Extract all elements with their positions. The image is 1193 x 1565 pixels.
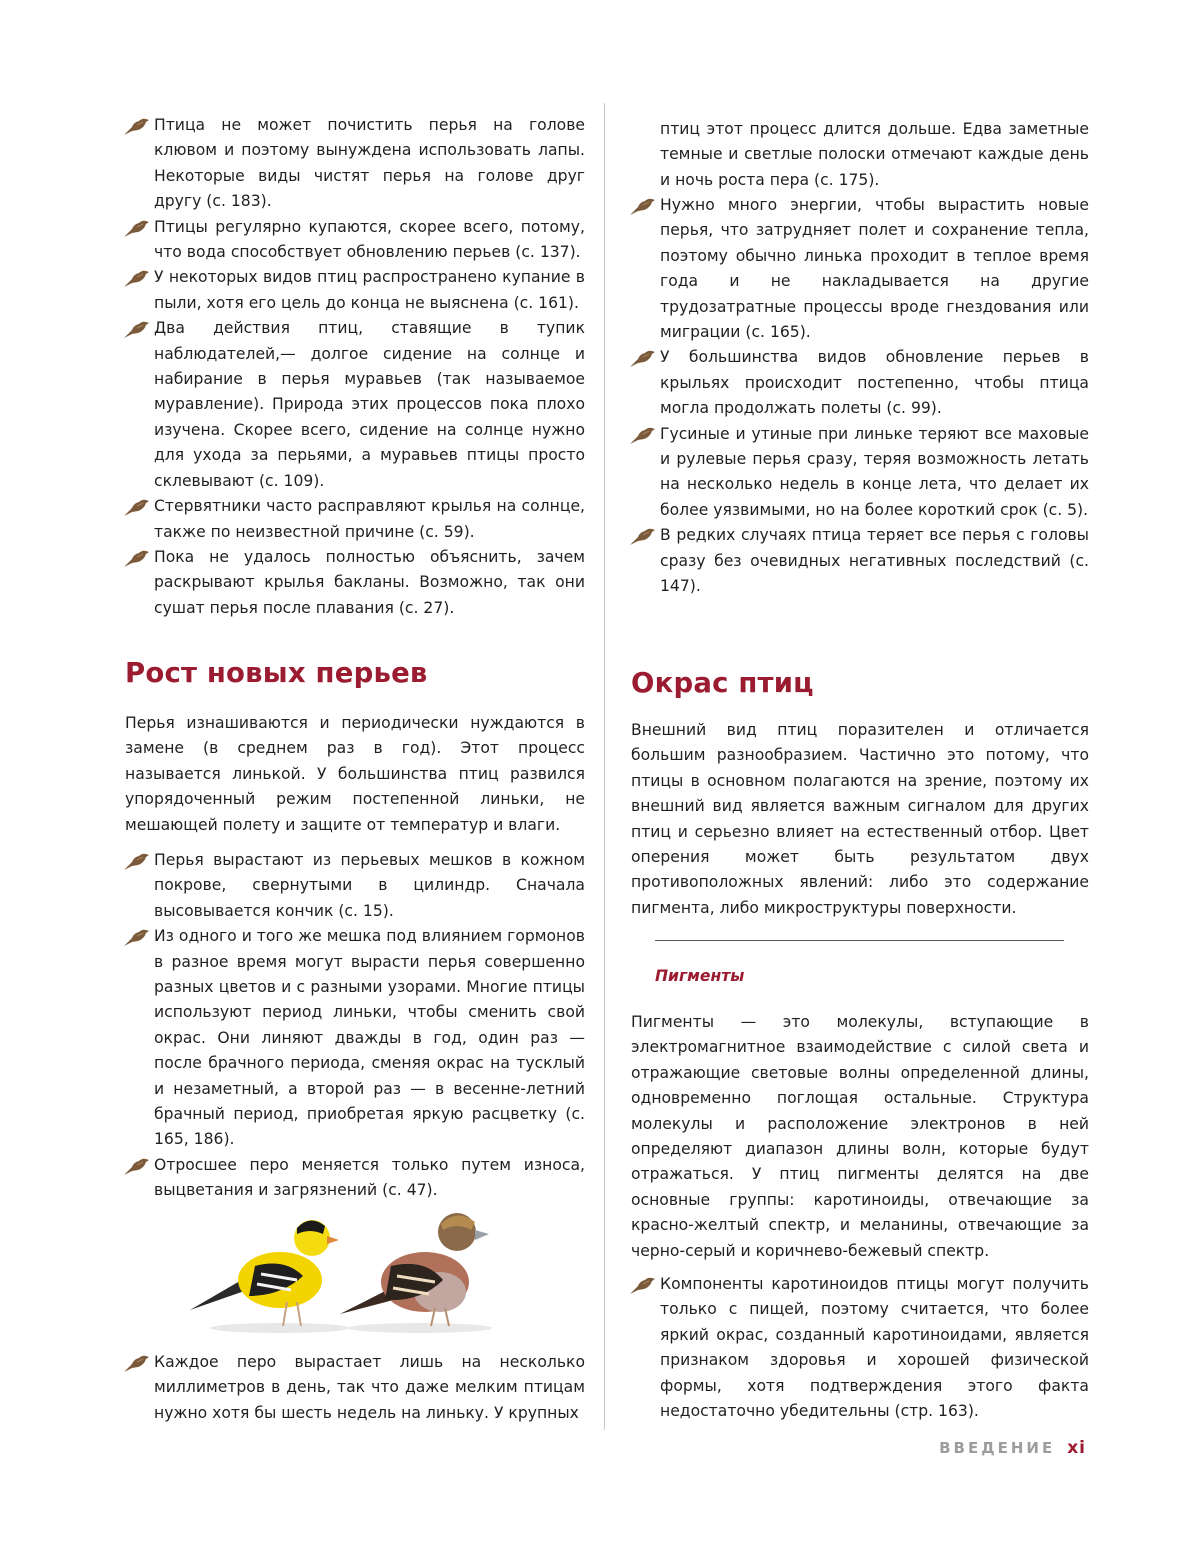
bird-silhouette-icon	[629, 425, 656, 445]
finch-illustrations	[185, 1200, 505, 1340]
bullet-text: Из одного и того же мешка под влиянием гормонов в разное время могут вырасти перья совершенно разных цветов и с разными узорами. Многие птицы используют период линьки, чтобы сменить свой окрас. Они линяют дважды в год, один раз — после брачного периода, сменяя окрас на тусклый и незаметный, а второй раз — в весенне-летний брачный период, приобретая яркую расцветку (с. 165, 186).	[154, 927, 585, 1149]
bird-silhouette-icon	[629, 526, 656, 546]
bullet-text: У большинства видов обновление перьев в крыльях происходит постепенно, чтобы птица могла продолжать полеты (с. 99).	[660, 348, 1089, 418]
page-number: xi	[1067, 1438, 1086, 1458]
right-bullets-bottom	[631, 1272, 1089, 1424]
bullet-item	[125, 545, 585, 621]
left-bullets-top	[125, 113, 585, 621]
bullet-item	[125, 494, 585, 545]
bullet-text: У некоторых видов птиц распространено купание в пыли, хотя его цель до конца не выяснена (с. 161).	[154, 268, 585, 312]
bullet-item	[125, 1350, 585, 1426]
bullet-text: Пока не удалось полностью объяснить, зачем раскрывают крылья бакланы. Возможно, так они сушат перья после плавания (с. 27).	[154, 547, 585, 617]
pigments-paragraph: Пигменты — это молекулы, вступающие в электромагнитное взаимодействие с силой света и отражающие световые волны определенной длины, одновременно поглощая остальные. Структура молекулы и расположение электронов в ней определяют диапазон длины волн, которые будут отражаться. У птиц пигменты делятся на две основные группы: каротиноиды, отвечающие за красно-желтый спектр, и меланины, отвечающие за черно-серый и коричнево-бежевый спектр.	[631, 1013, 1089, 1260]
bullet-item	[125, 924, 585, 1153]
bird-silhouette-icon	[629, 348, 656, 368]
bullet-text: Отросшее перо меняется только путем износа, выцветания и загрязнений (с. 47).	[154, 1155, 585, 1200]
bird-silhouette-icon	[123, 927, 150, 947]
subsection-rule	[655, 940, 1064, 941]
section-heading-feather-growth: Рост новых перьев	[125, 657, 428, 689]
bullet-text: Гусиные и утиные при линьке теряют все маховые и рулевые перья сразу, теряя возможность летать на несколько недель в конце лета, что делает их более уязвимыми, но на более короткий срок (с. 5).	[660, 424, 1089, 519]
bird-silhouette-icon	[123, 319, 150, 339]
bullet-text: В редких случаях птица теряет все перья с головы сразу без очевидных негативных последствий (с. 147).	[660, 526, 1089, 596]
bullet-item	[125, 848, 585, 924]
subheading-pigments: Пигменты	[655, 967, 745, 985]
bullet-item	[125, 1153, 585, 1204]
bird-silhouette-icon	[123, 116, 150, 136]
bullet-item	[631, 345, 1089, 421]
left-bullets-bottom	[125, 1350, 585, 1426]
bullet-text: Компоненты каротиноидов птицы могут получить только с пищей, поэтому считается, что более яркий окрас, созданный каротиноидами, является признаком здоровья и хорошей физической формы, хотя подтверждения этого факта недостаточно убедительны (стр. 163).	[660, 1275, 1089, 1421]
bullet-text: Птица не может почистить перья на голове клювом и поэтому вынуждена использовать лапы. Некоторые виды чистят перья на голове друг другу (с. 183).	[154, 116, 585, 211]
left-bullets-mid	[125, 848, 585, 1204]
bullet-item	[631, 193, 1089, 345]
intro-paragraph-molt: Перья изнашиваются и периодически нуждаются в замене (в среднем раз в год). Этот процесс называется линькой. У большинства птиц развился упорядоченный режим постепенной линьки, не мешающей полету и защите от температур и влаги.	[125, 714, 585, 834]
bullet-item	[631, 1272, 1089, 1424]
bird-silhouette-icon	[123, 1353, 150, 1373]
bird-silhouette-icon	[629, 1275, 656, 1295]
brown-finch-illustration	[340, 1213, 492, 1333]
bird-silhouette-icon	[629, 196, 656, 216]
bullet-item	[125, 265, 585, 316]
bullet-item	[125, 215, 585, 266]
bird-silhouette-icon	[123, 851, 150, 871]
bullet-text: Два действия птиц, ставящие в тупик наблюдателей,— долгое сидение на солнце и набирание в перья муравьев (так называемое муравление). Природа этих процессов пока плохо изучена. Скорее всего, сидение на солнце нужно для ухода за перьями, а муравьев птицы просто склевывают (с. 109).	[154, 319, 585, 490]
goldfinch-illustration	[190, 1220, 350, 1333]
footer-section-title: ВВЕДЕНИЕ	[939, 1439, 1056, 1457]
intro-paragraph-coloring: Внешний вид птиц поразителен и отличается большим разнообразием. Частично это потому, что птицы в основном полагаются на зрение, поэтому их внешний вид является важным сигналом для других птиц и серьезно влияет на естественный отбор. Цвет оперения может быть результатом двух противоположных явлений: либо это содержание пигмента, либо микроструктуры поверхности.	[631, 721, 1089, 917]
bullet-item	[125, 316, 585, 494]
continuation-paragraph: птиц этот процесс длится дольше. Едва заметные темные и светлые полоски отмечают каждые день и ночь роста пера (с. 175).	[660, 120, 1089, 189]
bird-silhouette-icon	[123, 268, 150, 288]
bullet-text: Каждое перо вырастает лишь на несколько миллиметров в день, так что даже мелким птицам нужно хотя бы шесть недель на линьку. У крупных	[154, 1353, 585, 1422]
bullet-text: Перья вырастают из перьевых мешков в кожном покрове, свернутыми в цилиндр. Сначала высовывается кончик (с. 15).	[154, 851, 585, 920]
right-bullets-top	[631, 193, 1089, 600]
bullet-item	[125, 113, 585, 215]
bird-silhouette-icon	[123, 497, 150, 517]
page-footer	[939, 1438, 1086, 1458]
section-heading-bird-coloring: Окрас птиц	[631, 667, 814, 699]
bullet-text: Стервятники часто расправляют крылья на солнце, также по неизвестной причине (с. 59).	[154, 497, 585, 541]
column-divider	[604, 103, 605, 1430]
bird-silhouette-icon	[123, 1156, 150, 1176]
bullet-text: Птицы регулярно купаются, скорее всего, потому, что вода способствует обновлению перьев (с. 137).	[154, 217, 585, 262]
bullet-item	[631, 523, 1089, 599]
bird-silhouette-icon	[123, 218, 150, 238]
bullet-text: Нужно много энергии, чтобы вырастить новые перья, что затрудняет полет и сохранение тепла, поэтому обычно линька проходит в теплое время года и не накладывается на другие трудозатратные процессы вроде гнездования или миграции (с. 165).	[660, 196, 1089, 342]
bullet-item	[631, 422, 1089, 524]
bird-silhouette-icon	[123, 548, 150, 568]
